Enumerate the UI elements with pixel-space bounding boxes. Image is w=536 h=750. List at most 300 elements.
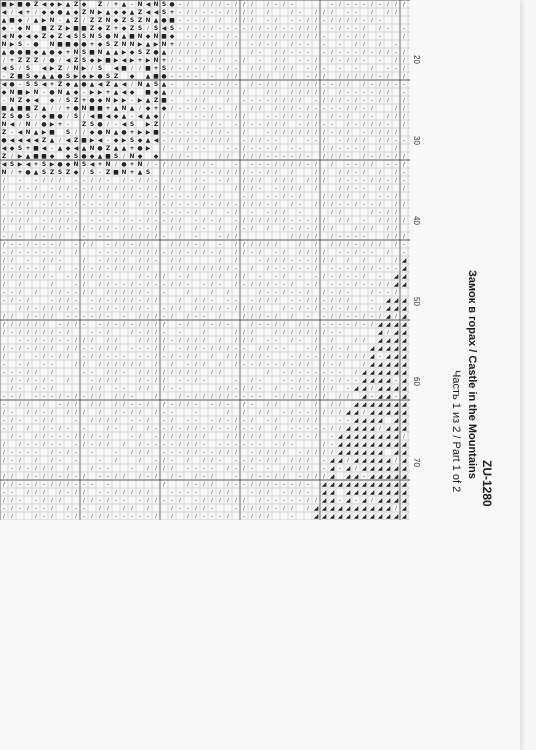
svg-text:◆: ◆ <box>49 153 55 160</box>
svg-text:/: / <box>179 394 181 400</box>
svg-text:▶: ▶ <box>9 41 15 48</box>
svg-text:/: / <box>315 162 317 168</box>
svg-text:/: / <box>99 442 101 448</box>
svg-text:/: / <box>259 314 261 320</box>
svg-text:/: / <box>283 162 285 168</box>
svg-text:–: – <box>90 202 94 208</box>
svg-text:/: / <box>107 442 109 448</box>
svg-text:S: S <box>65 73 71 80</box>
svg-text:Z: Z <box>57 81 63 88</box>
svg-text:/: / <box>155 330 157 336</box>
svg-text:N: N <box>137 81 143 88</box>
svg-text:–: – <box>98 458 102 464</box>
svg-text:/: / <box>283 250 285 256</box>
svg-text:◀: ◀ <box>33 137 39 144</box>
svg-text:/: / <box>267 282 269 288</box>
svg-text:–: – <box>106 354 110 360</box>
svg-text:–: – <box>42 338 46 344</box>
svg-text:/: / <box>315 178 317 184</box>
svg-text:–: – <box>178 106 182 112</box>
svg-text:–: – <box>138 186 142 192</box>
svg-text:/: / <box>355 58 357 64</box>
svg-text:/: / <box>363 154 365 160</box>
svg-text:–: – <box>202 282 206 288</box>
svg-text:/: / <box>19 274 21 280</box>
svg-text:◢: ◢ <box>345 505 351 512</box>
svg-text:–: – <box>338 202 342 208</box>
svg-text:–: – <box>338 282 342 288</box>
svg-text:–: – <box>290 378 294 384</box>
svg-text:/: / <box>331 18 333 24</box>
svg-text:/: / <box>19 394 21 400</box>
svg-text:–: – <box>42 218 46 224</box>
svg-text:◆: ◆ <box>65 153 71 160</box>
svg-text:/: / <box>155 346 157 352</box>
svg-text:–: – <box>82 514 86 520</box>
svg-text:–: – <box>234 34 238 40</box>
svg-text:/: / <box>195 250 197 256</box>
svg-text:–: – <box>266 474 270 480</box>
svg-text:◀: ◀ <box>17 137 23 144</box>
svg-text:/: / <box>315 498 317 504</box>
svg-text:/: / <box>195 58 197 64</box>
svg-text:–: – <box>90 450 94 456</box>
svg-text:/: / <box>251 10 253 16</box>
svg-text:/: / <box>347 458 349 464</box>
svg-text:–: – <box>154 162 158 168</box>
svg-text:/: / <box>147 466 149 472</box>
svg-text:/: / <box>291 186 293 192</box>
svg-text:/: / <box>219 322 221 328</box>
svg-text:–: – <box>322 122 326 128</box>
svg-text:/: / <box>171 66 173 72</box>
title-block <box>438 270 498 530</box>
svg-text:–: – <box>98 234 102 240</box>
svg-text:/: / <box>235 106 237 112</box>
svg-text:/: / <box>275 210 277 216</box>
svg-text:–: – <box>266 138 270 144</box>
svg-text:–: – <box>370 306 374 312</box>
svg-text:–: – <box>330 370 334 376</box>
svg-text:–: – <box>162 418 166 424</box>
svg-text:/: / <box>283 226 285 232</box>
svg-text:/: / <box>171 122 173 128</box>
svg-text:◢: ◢ <box>369 473 375 480</box>
svg-text:●: ● <box>57 9 63 16</box>
svg-text:◢: ◢ <box>385 305 391 312</box>
svg-text:/: / <box>251 354 253 360</box>
svg-text:/: / <box>299 322 301 328</box>
svg-text:–: – <box>10 346 14 352</box>
svg-text:/: / <box>203 218 205 224</box>
svg-text:/: / <box>203 498 205 504</box>
svg-text:/: / <box>35 330 37 336</box>
svg-text:▲: ▲ <box>49 73 55 80</box>
svg-text:◢: ◢ <box>385 369 391 376</box>
svg-text:/: / <box>347 354 349 360</box>
svg-text:/: / <box>107 282 109 288</box>
svg-text:–: – <box>178 210 182 216</box>
svg-text:–: – <box>114 282 118 288</box>
svg-text:/: / <box>123 402 125 408</box>
svg-text:/: / <box>99 226 101 232</box>
svg-text:–: – <box>58 442 62 448</box>
svg-text:–: – <box>18 178 22 184</box>
svg-text:▶: ▶ <box>9 1 15 8</box>
svg-text:/: / <box>331 426 333 432</box>
svg-text:/: / <box>251 82 253 88</box>
svg-text:+: + <box>169 41 175 48</box>
svg-text:/: / <box>51 218 53 224</box>
svg-text:–: – <box>130 402 134 408</box>
svg-text:–: – <box>66 514 70 520</box>
svg-text:/: / <box>283 442 285 448</box>
svg-text:N: N <box>105 161 111 168</box>
svg-text:/: / <box>219 386 221 392</box>
svg-text:/: / <box>179 442 181 448</box>
svg-text:/: / <box>219 418 221 424</box>
svg-text:–: – <box>290 498 294 504</box>
svg-text:■: ■ <box>81 25 87 32</box>
svg-text:/: / <box>283 218 285 224</box>
svg-text:◢: ◢ <box>401 481 407 488</box>
svg-text:–: – <box>370 394 374 400</box>
svg-text:/: / <box>131 66 133 72</box>
svg-text:/: / <box>387 138 389 144</box>
svg-text:–: – <box>122 282 126 288</box>
svg-text:●: ● <box>33 41 39 48</box>
svg-text:S: S <box>25 113 31 120</box>
svg-text:/: / <box>227 514 229 520</box>
svg-text:/: / <box>211 482 213 488</box>
svg-text:/: / <box>147 162 149 168</box>
svg-text:/: / <box>43 178 45 184</box>
svg-text:–: – <box>330 330 334 336</box>
svg-text:/: / <box>251 18 253 24</box>
svg-text:/: / <box>259 298 261 304</box>
svg-text:/: / <box>35 234 37 240</box>
svg-text:/: / <box>131 450 133 456</box>
svg-text:/: / <box>27 202 29 208</box>
svg-text:–: – <box>178 386 182 392</box>
svg-text:/: / <box>11 154 13 160</box>
svg-text:▲: ▲ <box>145 41 151 48</box>
svg-text:–: – <box>274 194 278 200</box>
svg-text:–: – <box>330 362 334 368</box>
svg-text:/: / <box>187 450 189 456</box>
svg-text:–: – <box>18 362 22 368</box>
svg-text:N: N <box>89 33 95 40</box>
svg-text:–: – <box>274 282 278 288</box>
svg-text:■: ■ <box>81 137 87 144</box>
svg-text:–: – <box>346 386 350 392</box>
svg-text:/: / <box>11 258 13 264</box>
svg-text:/: / <box>323 194 325 200</box>
svg-text:◀: ◀ <box>89 113 95 120</box>
svg-text:–: – <box>178 66 182 72</box>
svg-text:/: / <box>203 458 205 464</box>
svg-text:N: N <box>161 41 167 48</box>
svg-text:–: – <box>66 426 70 432</box>
svg-text:/: / <box>123 202 125 208</box>
svg-text:–: – <box>186 282 190 288</box>
svg-text:–: – <box>266 194 270 200</box>
svg-text:/: / <box>227 490 229 496</box>
svg-text:–: – <box>394 394 398 400</box>
svg-text:◢: ◢ <box>385 313 391 320</box>
svg-text:/: / <box>115 258 117 264</box>
svg-text:/: / <box>203 322 205 328</box>
svg-text:/: / <box>115 418 117 424</box>
svg-text:/: / <box>243 354 245 360</box>
svg-text:/: / <box>203 202 205 208</box>
svg-text:–: – <box>258 58 262 64</box>
svg-text:–: – <box>290 306 294 312</box>
svg-text:/: / <box>227 410 229 416</box>
svg-text:–: – <box>58 322 62 328</box>
svg-text:◀: ◀ <box>121 81 127 88</box>
svg-text:/: / <box>139 306 141 312</box>
svg-text:/: / <box>155 186 157 192</box>
svg-text:+: + <box>129 145 135 152</box>
svg-text:/: / <box>227 42 229 48</box>
svg-text:◢: ◢ <box>377 409 383 416</box>
svg-text:◆: ◆ <box>153 153 159 160</box>
svg-text:–: – <box>290 290 294 296</box>
svg-text:/: / <box>83 362 85 368</box>
svg-text:◢: ◢ <box>361 489 367 496</box>
svg-text:/: / <box>403 434 405 440</box>
svg-text:/: / <box>363 82 365 88</box>
svg-text:/: / <box>187 122 189 128</box>
svg-text:/: / <box>339 82 341 88</box>
svg-text:/: / <box>139 434 141 440</box>
svg-text:/: / <box>275 202 277 208</box>
svg-text:–: – <box>274 138 278 144</box>
svg-text:◢: ◢ <box>329 465 335 472</box>
svg-text:/: / <box>3 266 5 272</box>
svg-text:/: / <box>347 346 349 352</box>
svg-text:–: – <box>34 378 38 384</box>
svg-text:/: / <box>227 178 229 184</box>
svg-text:/: / <box>323 394 325 400</box>
svg-text:/: / <box>51 450 53 456</box>
svg-text:/: / <box>83 242 85 248</box>
svg-text:/: / <box>331 146 333 152</box>
svg-text:◀: ◀ <box>113 65 119 72</box>
svg-text:–: – <box>330 378 334 384</box>
svg-text:◆: ◆ <box>89 57 95 64</box>
svg-text:–: – <box>282 370 286 376</box>
svg-text:◢: ◢ <box>377 433 383 440</box>
svg-text:●: ● <box>25 169 31 176</box>
svg-text:/: / <box>235 242 237 248</box>
svg-text:/: / <box>315 250 317 256</box>
svg-text:/: / <box>251 194 253 200</box>
svg-text:/: / <box>371 226 373 232</box>
svg-text:◀: ◀ <box>1 9 7 16</box>
svg-text:–: – <box>298 450 302 456</box>
svg-text:/: / <box>171 170 173 176</box>
svg-text:–: – <box>250 42 254 48</box>
svg-text:/: / <box>35 290 37 296</box>
svg-text:–: – <box>194 146 198 152</box>
svg-text:◢: ◢ <box>393 513 399 520</box>
svg-text:–: – <box>26 258 30 264</box>
svg-text:–: – <box>354 314 358 320</box>
svg-text:N: N <box>49 41 55 48</box>
svg-text:/: / <box>323 474 325 480</box>
svg-text:–: – <box>338 322 342 328</box>
svg-text:/: / <box>363 26 365 32</box>
svg-text:/: / <box>323 178 325 184</box>
svg-text:–: – <box>234 298 238 304</box>
svg-text:▶: ▶ <box>121 137 127 144</box>
svg-text:■: ■ <box>89 105 95 112</box>
svg-text:/: / <box>163 170 165 176</box>
svg-text:–: – <box>186 250 190 256</box>
svg-text:–: – <box>346 322 350 328</box>
svg-text:/: / <box>3 178 5 184</box>
svg-text:–: – <box>330 322 334 328</box>
svg-text:–: – <box>378 210 382 216</box>
svg-text:–: – <box>210 450 214 456</box>
svg-text:/: / <box>403 34 405 40</box>
svg-text:–: – <box>306 66 310 72</box>
svg-text:–: – <box>122 314 126 320</box>
svg-text:/: / <box>67 330 69 336</box>
svg-text:–: – <box>258 322 262 328</box>
svg-text:–: – <box>258 122 262 128</box>
svg-text:/: / <box>275 434 277 440</box>
svg-text:/: / <box>371 122 373 128</box>
svg-text:/: / <box>219 18 221 24</box>
svg-text:–: – <box>258 98 262 104</box>
svg-text:◢: ◢ <box>345 489 351 496</box>
svg-text:–: – <box>226 210 230 216</box>
svg-text:/: / <box>347 122 349 128</box>
svg-text:/: / <box>43 426 45 432</box>
svg-text:◢: ◢ <box>393 321 399 328</box>
svg-text:–: – <box>338 266 342 272</box>
svg-text:–: – <box>2 426 6 432</box>
svg-text:/: / <box>259 410 261 416</box>
svg-text:S: S <box>65 97 71 104</box>
svg-text:/: / <box>99 298 101 304</box>
svg-text:/: / <box>203 506 205 512</box>
svg-text:–: – <box>378 354 382 360</box>
svg-text:/: / <box>195 306 197 312</box>
svg-text:–: – <box>18 498 22 504</box>
svg-text:/: / <box>275 426 277 432</box>
svg-text:–: – <box>162 330 166 336</box>
svg-text:/: / <box>11 314 13 320</box>
svg-text:–: – <box>242 394 246 400</box>
svg-text:/: / <box>363 274 365 280</box>
svg-text:▲: ▲ <box>113 49 119 56</box>
svg-text:/: / <box>315 58 317 64</box>
svg-text:/: / <box>299 162 301 168</box>
svg-text:/: / <box>283 122 285 128</box>
svg-text:–: – <box>330 26 334 32</box>
svg-text:–: – <box>34 394 38 400</box>
svg-text:–: – <box>154 426 158 432</box>
svg-text:/: / <box>243 338 245 344</box>
svg-text:–: – <box>402 250 406 256</box>
svg-text:/: / <box>371 66 373 72</box>
svg-text:–: – <box>106 266 110 272</box>
svg-text:/: / <box>123 506 125 512</box>
svg-text:/: / <box>115 202 117 208</box>
svg-text:/: / <box>251 434 253 440</box>
svg-text:–: – <box>50 186 54 192</box>
svg-text:/: / <box>139 442 141 448</box>
svg-text:/: / <box>115 290 117 296</box>
svg-text:–: – <box>242 482 246 488</box>
svg-text:/: / <box>259 250 261 256</box>
svg-text:▲: ▲ <box>121 33 127 40</box>
svg-text:–: – <box>210 506 214 512</box>
svg-text:/: / <box>155 370 157 376</box>
svg-text:/: / <box>251 514 253 520</box>
svg-text:/: / <box>51 314 53 320</box>
svg-text:–: – <box>298 106 302 112</box>
svg-text:/: / <box>227 82 229 88</box>
svg-text:◢: ◢ <box>361 465 367 472</box>
svg-text:/: / <box>323 138 325 144</box>
svg-text:/: / <box>3 58 5 64</box>
svg-text:◢: ◢ <box>369 401 375 408</box>
svg-text:/: / <box>11 474 13 480</box>
svg-text:–: – <box>226 146 230 152</box>
svg-text:/: / <box>123 194 125 200</box>
svg-text:/: / <box>379 178 381 184</box>
svg-text:/: / <box>83 442 85 448</box>
svg-text:–: – <box>202 170 206 176</box>
svg-text:◢: ◢ <box>393 481 399 488</box>
svg-text:–: – <box>162 202 166 208</box>
svg-text:–: – <box>346 50 350 56</box>
svg-text:–: – <box>98 466 102 472</box>
svg-text:◢: ◢ <box>385 433 391 440</box>
svg-text:–: – <box>18 450 22 456</box>
svg-text:/: / <box>403 234 405 240</box>
svg-text:+: + <box>25 145 31 152</box>
svg-text:◀: ◀ <box>41 65 47 72</box>
svg-text:–: – <box>362 90 366 96</box>
svg-text:–: – <box>386 162 390 168</box>
svg-text:/: / <box>283 58 285 64</box>
svg-text:–: – <box>338 50 342 56</box>
svg-text:/: / <box>299 34 301 40</box>
svg-text:–: – <box>330 282 334 288</box>
svg-text:/: / <box>235 362 237 368</box>
svg-text:–: – <box>74 178 78 184</box>
svg-text:–: – <box>138 194 142 200</box>
svg-text:/: / <box>139 386 141 392</box>
svg-text:Z: Z <box>17 57 23 64</box>
svg-text:■: ■ <box>33 153 39 160</box>
svg-text:–: – <box>250 442 254 448</box>
svg-text:–: – <box>138 498 142 504</box>
svg-text:/: / <box>147 210 149 216</box>
svg-text:–: – <box>146 354 150 360</box>
svg-text:–: – <box>346 250 350 256</box>
svg-text:/: / <box>187 290 189 296</box>
svg-text:■: ■ <box>105 153 111 160</box>
svg-text:/: / <box>331 154 333 160</box>
svg-text:–: – <box>298 258 302 264</box>
